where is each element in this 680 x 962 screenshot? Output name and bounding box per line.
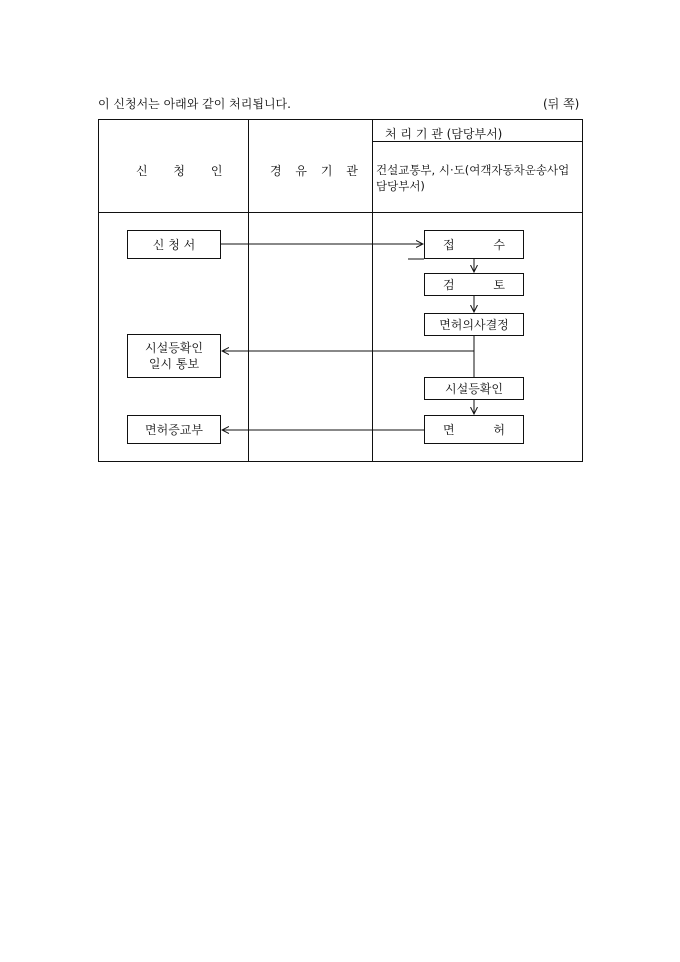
facility-check-label: 시설등확인 <box>445 381 503 396</box>
receipt-label-a: 접 <box>443 237 455 252</box>
review-label-a: 검 <box>443 277 455 292</box>
receipt-box <box>424 230 524 259</box>
facility-check-box <box>424 377 524 400</box>
header-processor: 처 리 기 관 (담당부서) <box>385 127 503 141</box>
page-side-label: (뒤 쪽) <box>543 97 580 111</box>
review-box <box>424 273 524 296</box>
application-label: 신 청 서 <box>152 237 196 252</box>
license-box <box>424 415 524 444</box>
license-label-b: 허 <box>493 422 505 437</box>
intro-text: 이 신청서는 아래와 같이 처리됩니다. <box>98 97 291 111</box>
application-box <box>127 230 221 259</box>
inspection-notice-line2: 일시 통보 <box>148 357 200 371</box>
review-label-b: 토 <box>493 277 505 292</box>
inspection-notice-line1: 시설등확인 <box>145 341 203 355</box>
column-divider-1 <box>248 119 249 462</box>
header-processor-detail: 건설교통부, 시·도(여객자동차운송사업 담당부서) <box>376 163 570 193</box>
license-issue-box <box>127 415 221 444</box>
header-via: 경 유 기 관 <box>270 164 358 178</box>
decision-box <box>424 313 524 336</box>
receipt-label-b: 수 <box>493 237 505 252</box>
license-label-a: 면 <box>443 422 455 437</box>
inspection-notice-box <box>127 334 221 378</box>
header-divider <box>98 212 583 213</box>
header-applicant: 신 청 인 <box>136 164 223 178</box>
decision-label: 면허의사결정 <box>439 317 509 332</box>
license-issue-label: 면허증교부 <box>145 422 203 437</box>
column-divider-2 <box>372 119 373 462</box>
